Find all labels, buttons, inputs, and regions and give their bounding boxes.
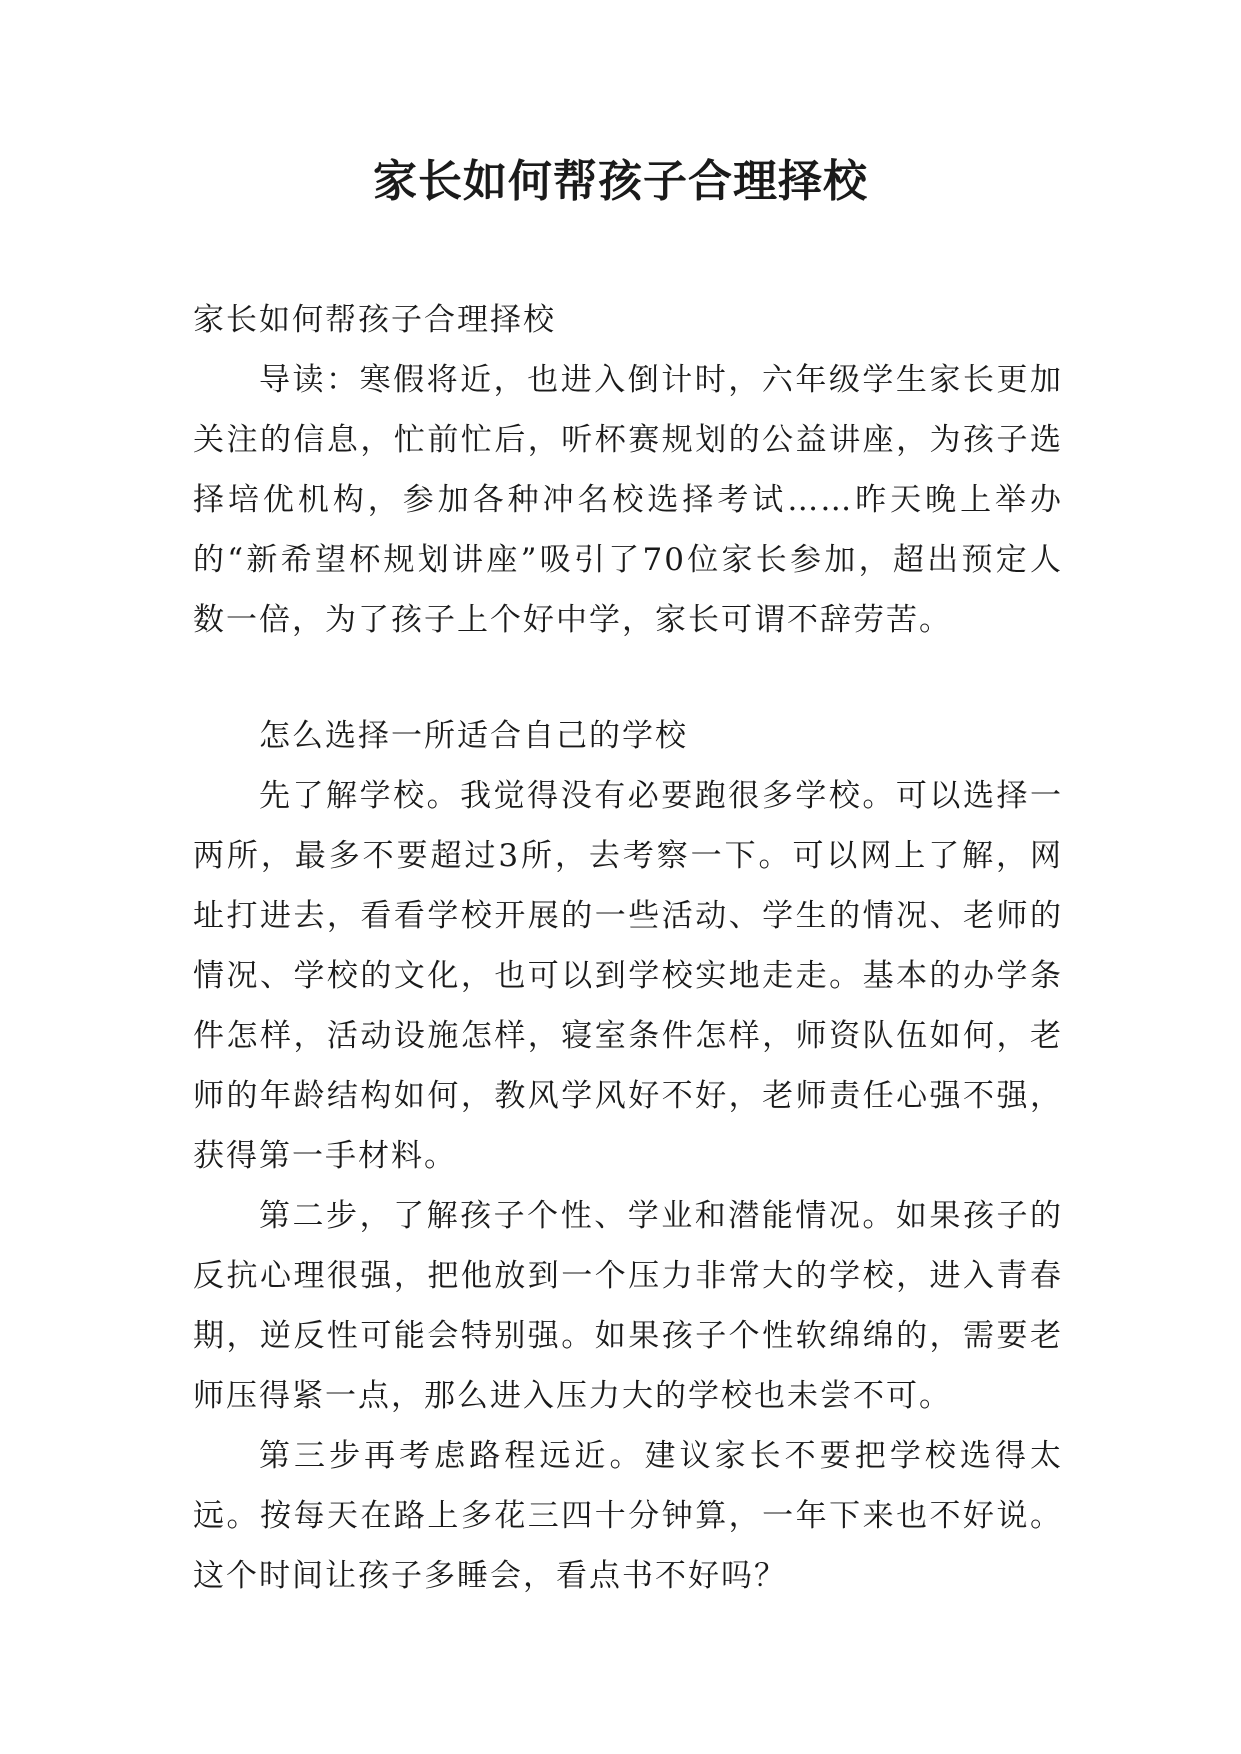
document-body — [193, 290, 1063, 1606]
section-heading: 怎么选择一所适合自己的学校 — [259, 718, 688, 754]
step-two-paragraph: 第二步，了解孩子个性、学业和潜能情况。如果孩子的反抗心理很强，把他放到一个压力非常大的学校，进入青春期，逆反性可能会特别强。如果孩子个性软绵绵的，需要老师压得紧一点，那么进入压力大的学校也未尝不可。 — [193, 1198, 1063, 1414]
paragraph-spacer — [193, 650, 1063, 706]
intro-paragraph: 导读：寒假将近，也进入倒计时，六年级学生家长更加关注的信息，忙前忙后，听杯赛规划的公益讲座，为孩子选择培优机构，参加各种冲名校选择考试……昨天晚上举办的“新希望杯规划讲座”吸引了70位家长参加，超出预定人数一倍，为了孩子上个好中学，家长可谓不辞劳苦。 — [193, 362, 1063, 638]
step-one-paragraph: 先了解学校。我觉得没有必要跑很多学校。可以选择一两所，最多不要超过3所，去考察一下。可以网上了解，网址打进去，看看学校开展的一些活动、学生的情况、老师的情况、学校的文化，也可以到学校实地走走。基本的办学条件怎样，活动设施怎样，寝室条件怎样，师资队伍如何，老师的年龄结构如何，教风学风好不好，老师责任心强不强，获得第一手材料。 — [193, 778, 1063, 1174]
document-title: 家长如何帮孩子合理择校 — [373, 156, 868, 207]
document-subtitle: 家长如何帮孩子合理择校 — [193, 302, 556, 338]
step-three-paragraph: 第三步再考虑路程远近。建议家长不要把学校选得太远。按每天在路上多花三四十分钟算，一年下来也不好说。这个时间让孩子多睡会，看点书不好吗？ — [193, 1438, 1063, 1594]
